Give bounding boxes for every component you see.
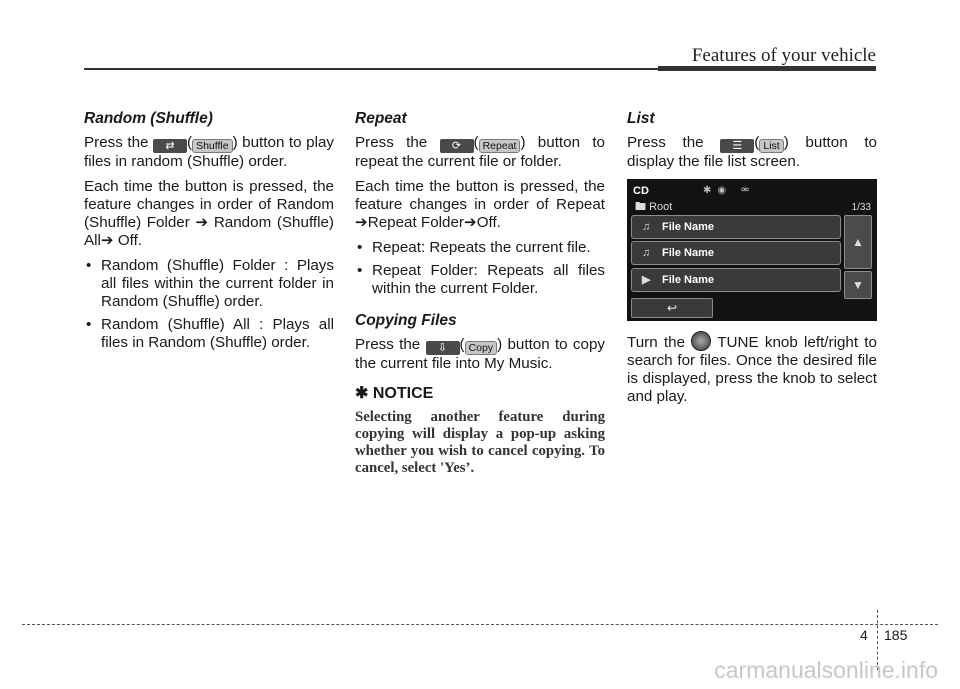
text-fragment: Press the [355, 134, 428, 151]
list-item[interactable] [631, 268, 841, 292]
column-repeat [355, 110, 605, 477]
repeat-icon: ⟳ [440, 139, 474, 153]
folder-icon: 🖿 [635, 201, 646, 213]
shuffle-bullet-list [84, 257, 334, 352]
header-rule-accent [658, 66, 876, 71]
chapter-number: 4 [860, 627, 868, 643]
page-header-title: Features of your vehicle [691, 45, 876, 66]
list-paragraph-1: Press the ☰ ( List ) button to display the file list screen. [627, 134, 877, 170]
copy-paragraph: Press the ⇩ ( Copy ) button to copy the current file into My Music. [355, 336, 605, 372]
section-heading-shuffle: Random (Shuffle) [84, 110, 213, 127]
file-name: File Name [662, 274, 714, 286]
scroll-up-button[interactable]: ▲ [844, 215, 872, 269]
list-button-label: List [759, 139, 783, 153]
play-icon: ▶ [642, 274, 651, 286]
text-fragment: TUNE knob left/right to search for files. Once the desired file is displayed, press the knob to select and play. [627, 334, 877, 405]
status-icons: ✱◉ ⚮ [703, 185, 756, 196]
music-note-icon: ♫ [642, 221, 651, 233]
repeat-paragraph-2: Each time the button is pressed, the feature changes in order of Repeat ➔Repeat Folder➔Off. [355, 178, 605, 231]
repeat-paragraph-1: Press the ⟳ ( Repeat ) button to repeat the current file or folder. [355, 134, 605, 170]
screen-source-label: CD [633, 185, 649, 197]
footer-rule [22, 624, 938, 625]
section-heading-list: List [627, 110, 655, 127]
shuffle-button-label: Shuffle [192, 139, 233, 153]
file-list-screen [627, 179, 877, 321]
text-fragment: ) button to repeat the current file or folder. [355, 134, 605, 170]
list-item[interactable] [631, 215, 841, 239]
page-number: 185 [884, 627, 908, 643]
tune-knob-icon [691, 331, 711, 351]
screen-page-indicator: 1/33 [851, 202, 871, 213]
list-item[interactable] [631, 241, 841, 265]
repeat-button-label: Repeat [479, 139, 521, 153]
music-note-icon: ♫ [642, 247, 651, 259]
repeat-bullet-list [355, 239, 605, 298]
list-item: • Repeat Folder: Repeats all files within the current Folder. [355, 262, 605, 298]
watermark: carmanualsonline.info [714, 657, 938, 683]
text-fragment: Press the [84, 134, 149, 151]
list-item: • Random (Shuffle) All : Plays all files in Random (Shuffle) order. [84, 316, 334, 352]
text-fragment: ) button to display the file list screen. [627, 134, 877, 170]
screen-folder [635, 198, 672, 216]
shuffle-paragraph-1: Press the ⇄ ( Shuffle ) button to play files in random (Shuffle) order. [84, 134, 334, 170]
text-fragment: ) button to copy the current file into My Music. [355, 336, 605, 372]
section-heading-copying: Copying Files [355, 312, 457, 329]
shuffle-paragraph-2: Each time the button is pressed, the feature changes in order of Random (Shuffle) Folder ➔ Random (Shuffle) All➔ Off. [84, 178, 334, 249]
text-fragment: Press the [627, 134, 704, 151]
list-item: • Random (Shuffle) Folder : Plays all files within the current folder in Random (Shuffle) order. [84, 257, 334, 311]
scroll-down-button[interactable]: ▼ [844, 271, 872, 299]
column-random-shuffle [84, 110, 334, 357]
text-fragment: Turn the [627, 334, 686, 351]
list-icon: ☰ [720, 139, 754, 153]
file-name: File Name [662, 221, 714, 233]
text-fragment: Press the [355, 336, 421, 353]
copy-button-label: Copy [465, 341, 498, 355]
file-name: File Name [662, 247, 714, 259]
column-list [627, 110, 877, 413]
folder-name: Root [649, 201, 673, 213]
back-button[interactable]: ↩ [631, 298, 713, 318]
notice-body: Selecting another feature during copying will display a pop-up asking whether you wish to cancel copying. To cancel, select 'Yes’. [355, 409, 605, 476]
text-fragment: ) button to play files in random (Shuffle) order. [84, 134, 334, 170]
list-paragraph-2 [627, 331, 877, 406]
section-heading-repeat: Repeat [355, 110, 407, 127]
copy-icon: ⇩ [426, 341, 460, 355]
notice-title: ✱ NOTICE [355, 385, 434, 402]
list-item: • Repeat: Repeats the current file. [355, 239, 605, 257]
shuffle-icon: ⇄ [153, 139, 187, 153]
